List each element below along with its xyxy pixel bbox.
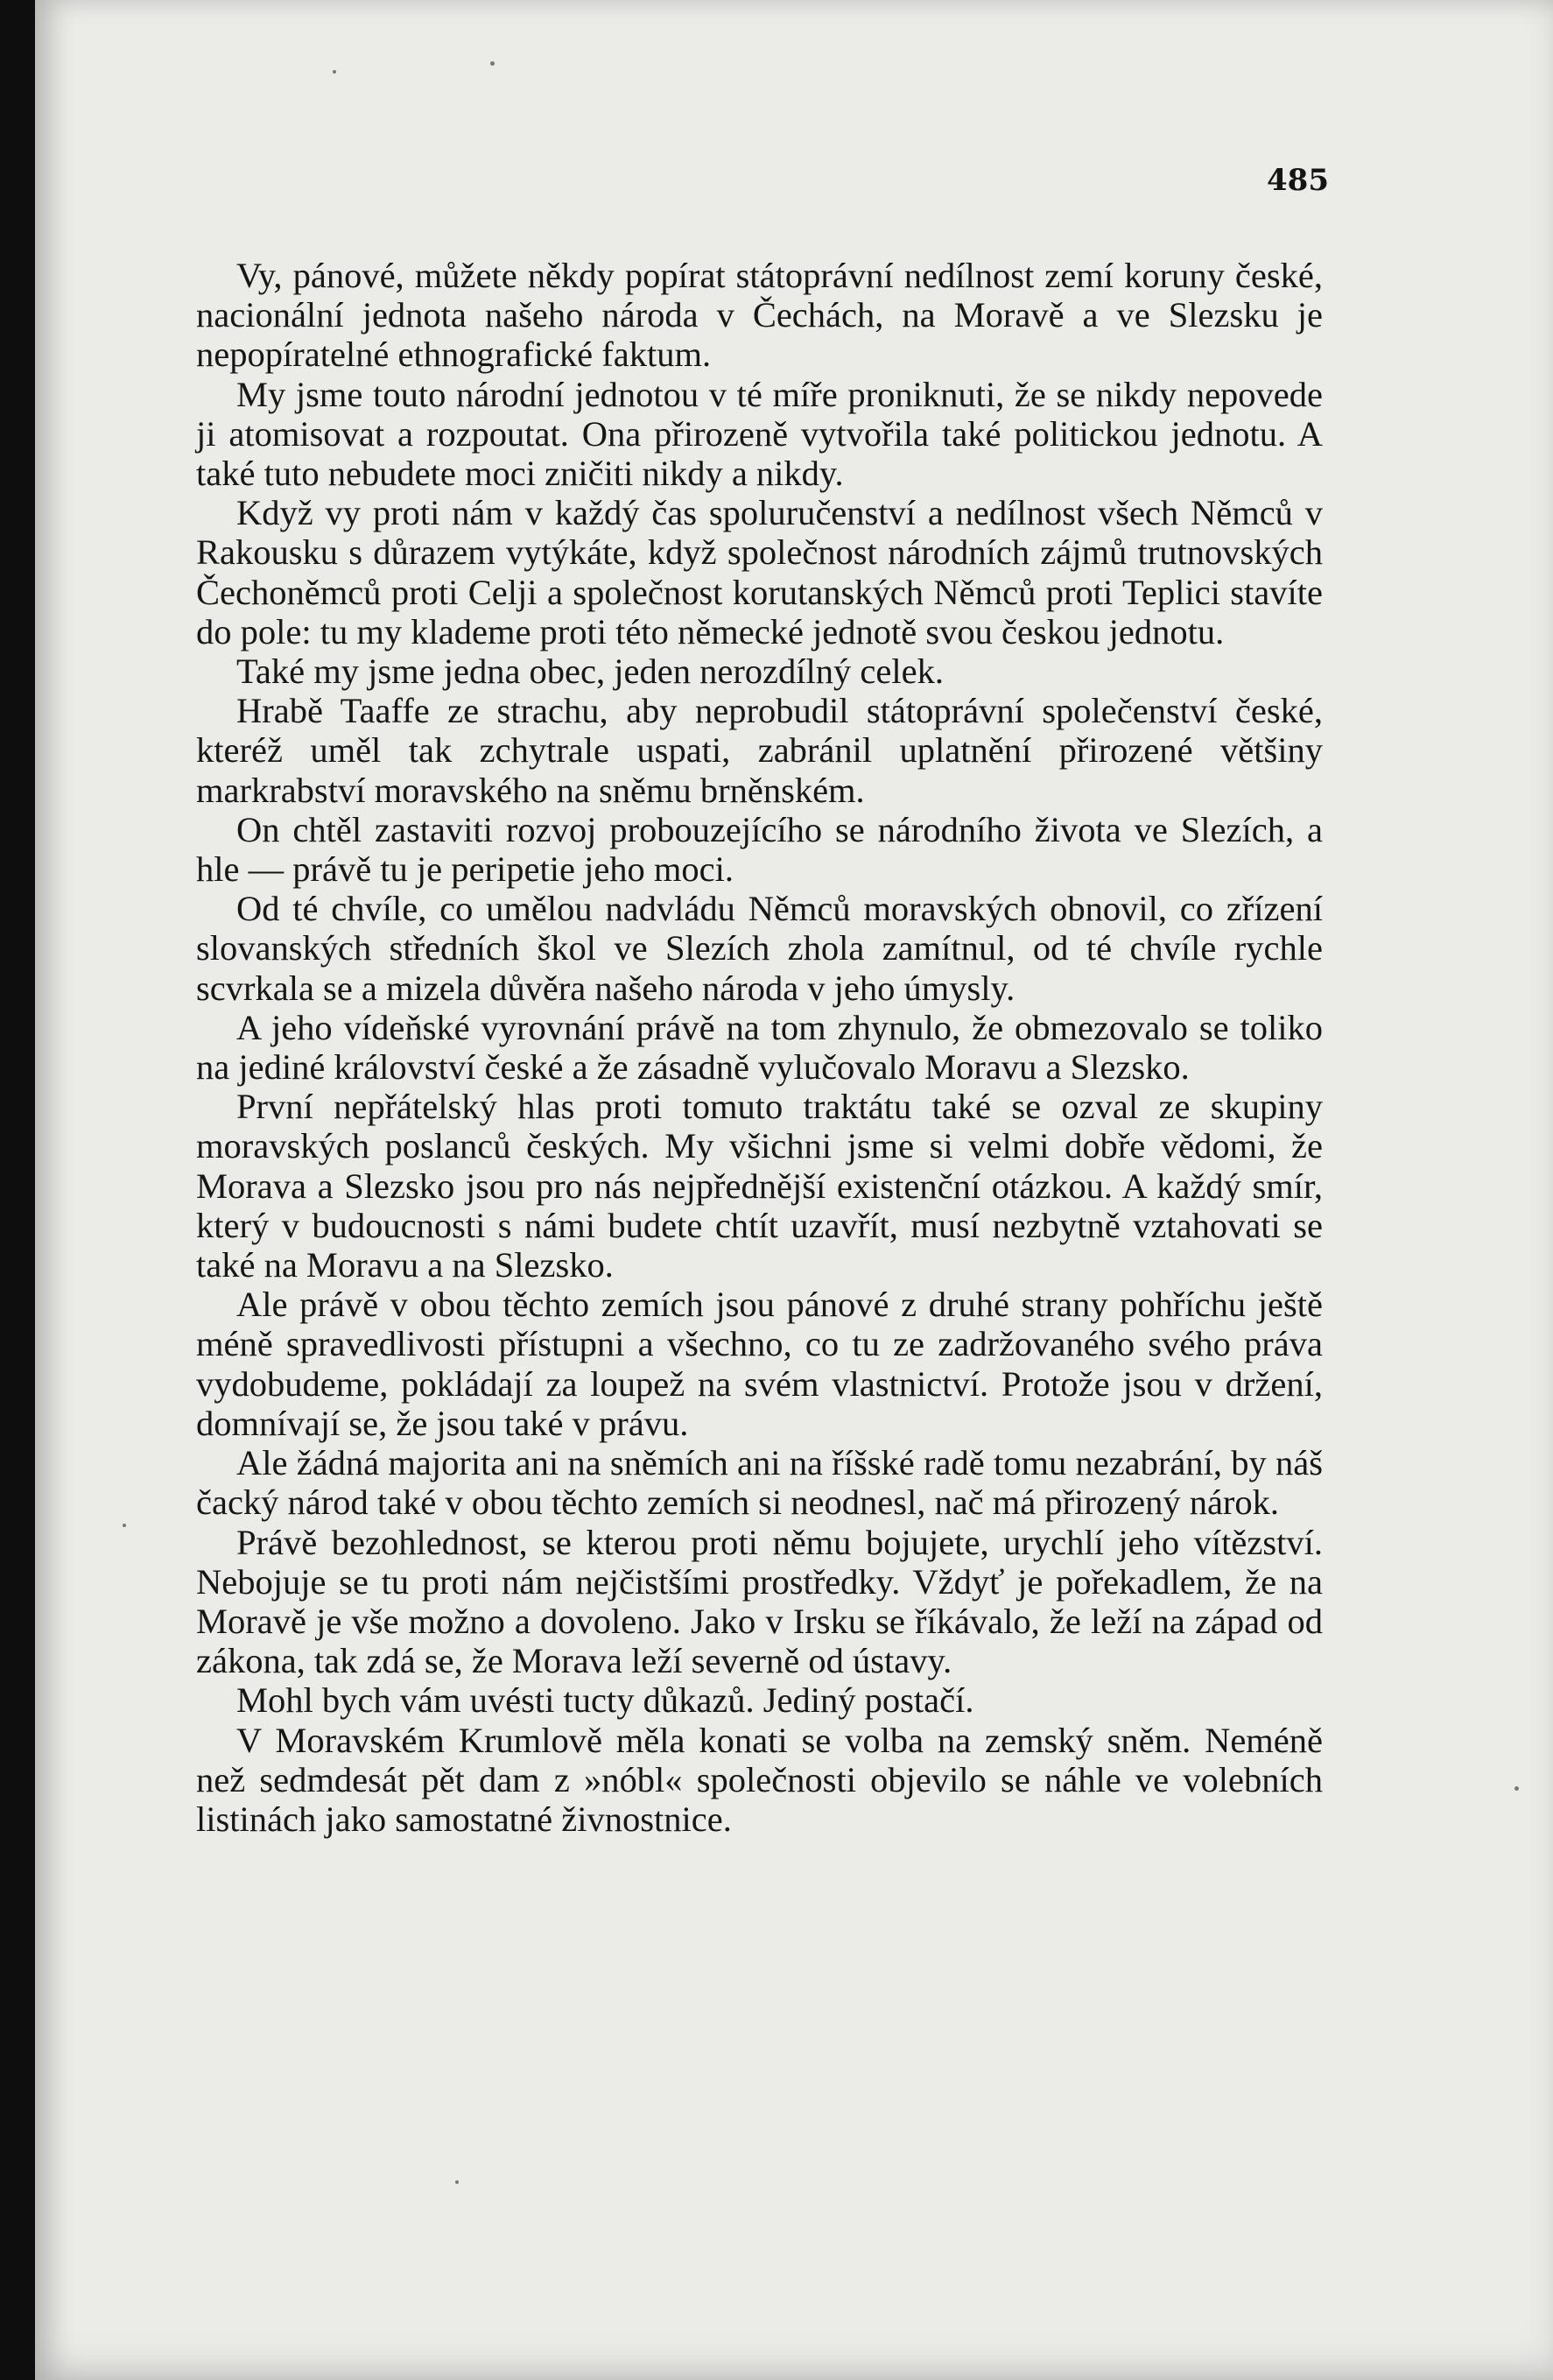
paragraph: Vy, pánové, můžete někdy popírat státoprávní nedílnost zemí koruny české, nacionální jednota našeho národa v Čechách, na Moravě a ve Slezsku je nepopíratelné ethnografické faktum. — [196, 256, 1323, 375]
paragraph: První nepřátelský hlas proti tomuto traktátu také se ozval ze skupiny moravských poslanců českých. My všichni jsme si velmi dobře vědomi, že Morava a Slezsko jsou pro nás nejpřednější existenční otázkou. A každý smír, který v budoucnosti s námi budete chtít uzavřít, musí nezbytně vztahovati se také na Moravu a na Slezsko. — [196, 1087, 1323, 1285]
scan-speck — [455, 2180, 459, 2184]
paragraph: Mohl bych vám uvésti tucty důkazů. Jediný postačí. — [236, 1680, 974, 1721]
paragraph: Od té chvíle, co umělou nadvládu Němců moravských obnovil, co zřízení slovanských středních škol ve Slezích zhola zamítnul, od té chvíle rychle scvrkala se a mizela důvěra našeho národa v jeho úmysly. — [196, 889, 1323, 1008]
paragraph: Ale právě v obou těchto zemích jsou pánové z druhé strany pohříchu ještě méně spravedlivosti přístupni a všechno, co tu ze zadržovaného svého práva vydobudeme, pokládají za loupež na svém vlastnictví. Protože jsou v držení, domnívají se, že jsou také v právu. — [196, 1285, 1323, 1443]
scan-speck — [123, 1524, 126, 1527]
paragraph: On chtěl zastaviti rozvoj probouzejícího se národního života ve Slezích, a hle — právě tu je peripetie jeho moci. — [196, 809, 1323, 890]
paragraph: My jsme touto národní jednotou v té míře proniknuti, že se nikdy nepovede ji atomisovat a rozpoutat. Ona přirozeně vytvořila také politickou jednotu. A také tuto nebudete moci zničiti nikdy a nikdy. — [196, 374, 1323, 494]
paragraph: Hrabě Taaffe ze strachu, aby neprobudil státoprávní společenství české, kteréž uměl tak zchytrale uspati, zabránil uplatnění přirozené většiny markrabství moravského na sněmu brněnském. — [196, 691, 1323, 810]
paragraph: Když vy proti nám v každý čas spoluručenství a nedílnost všech Němců v Rakousku s důrazem vytýkáte, když společnost národních zájmů trutnovských Čechoněmců proti Celji a společnost korutanských Němců proti Teplici stavíte do pole: tu my klademe proti této německé jednotě svou českou jednotu. — [196, 493, 1323, 651]
paragraph: Právě bezohlednost, se kterou proti němu bojujete, urychlí jeho vítězství. Nebojuje se tu proti nám nejčistšími prostředky. Vždyť je pořekadlem, že na Moravě je vše možno a dovoleno. Jako v Irsku se říkávalo, že leží na západ od zákona, tak zdá se, že Morava leží severně od ústavy. — [196, 1522, 1323, 1681]
paragraph: Také my jsme jedna obec, jeden nerozdílný celek. — [236, 651, 944, 692]
paragraph: A jeho vídeňské vyrovnání právě na tom zhynulo, že obmezovalo se toliko na jediné království české a že zásadně vylučovalo Moravu a Slezsko. — [196, 1007, 1323, 1088]
scan-speck — [490, 61, 495, 66]
scan-speck — [1514, 1786, 1519, 1791]
page-body-text — [196, 256, 1323, 1839]
paragraph: Ale žádná majorita ani na sněmích ani na říšské radě tomu nezabrání, by náš čacký národ také v obou těchto zemích si neodnesl, nač má přirozený nárok. — [196, 1443, 1323, 1523]
scan-speck — [333, 70, 336, 74]
scan-left-edge — [0, 0, 35, 2380]
paragraph: V Moravském Krumlově měla konati se volba na zemský sněm. Neméně než sedmdesát pět dam z »nóbl« společnosti objevilo se náhle ve volebních listinách jako samostatné živnostnice. — [196, 1720, 1323, 1839]
page-number: 485 — [1267, 163, 1329, 198]
